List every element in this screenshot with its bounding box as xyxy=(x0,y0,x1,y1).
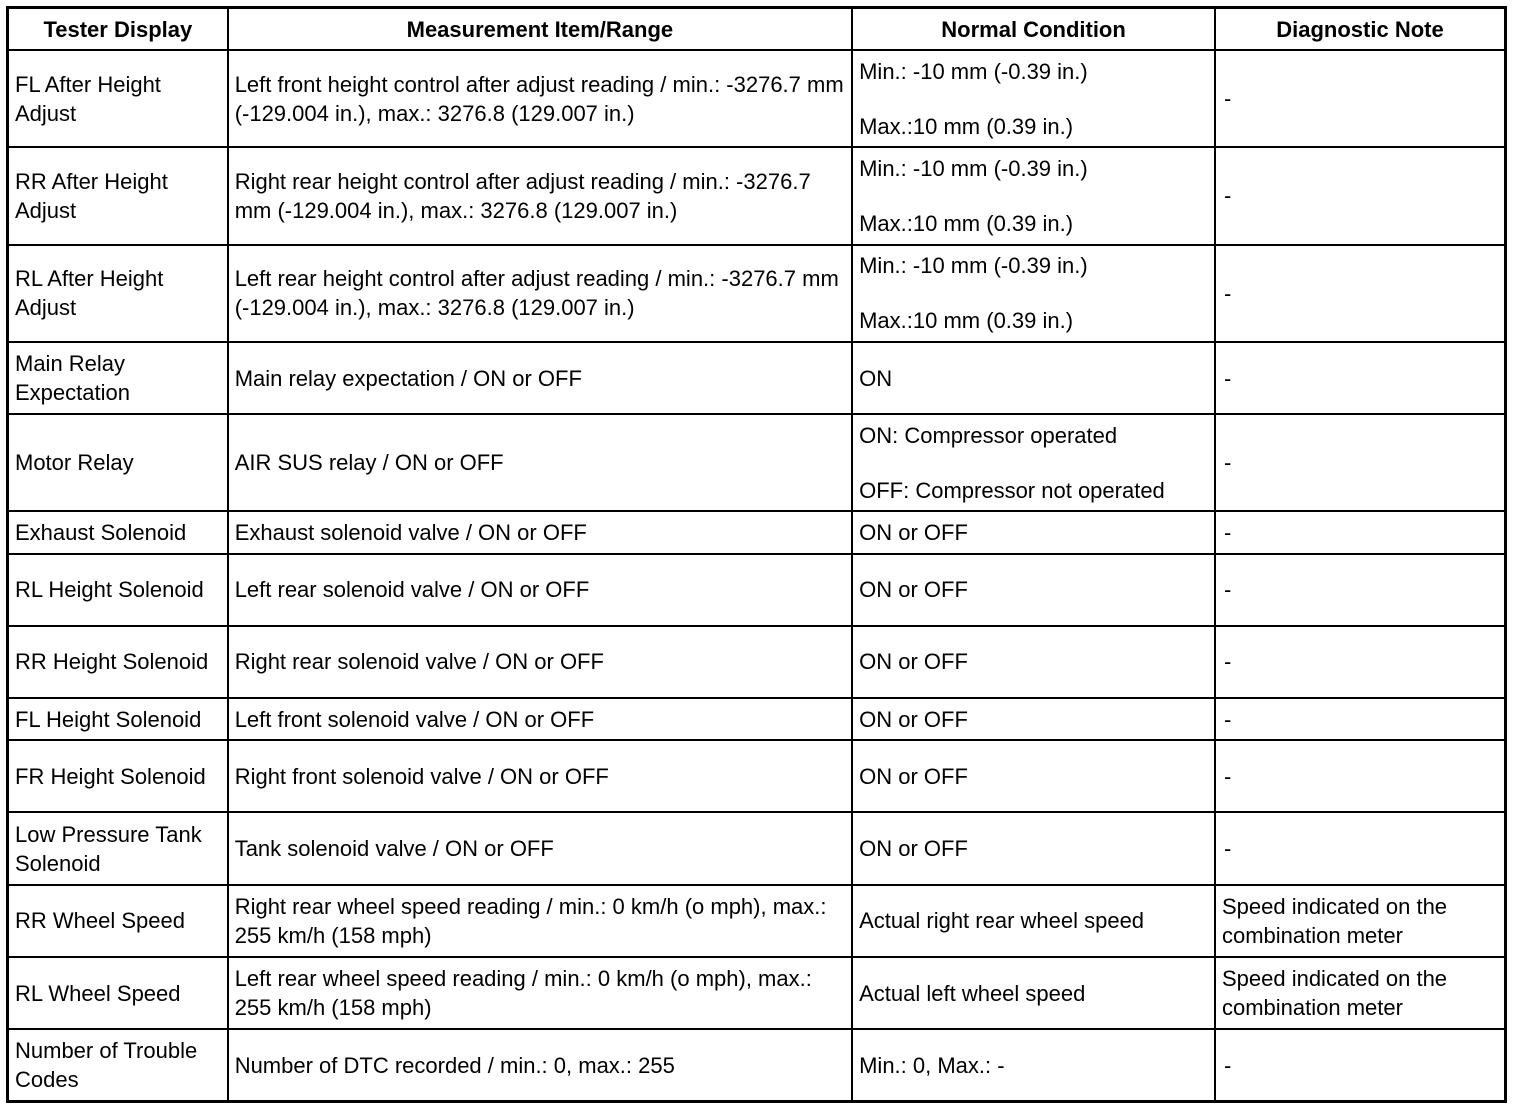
table-row xyxy=(8,812,1506,884)
tester-display-cell: RL Wheel Speed xyxy=(8,957,228,1029)
normal-condition-cell: ON or OFF xyxy=(852,511,1215,553)
diagnostic-note-cell: - xyxy=(1215,698,1506,740)
normal-condition-min: Min.: -10 mm (-0.39 in.) xyxy=(859,155,1088,181)
diagnostic-note-cell: - xyxy=(1215,414,1506,511)
measurement-item-cell: Tank solenoid valve / ON or OFF xyxy=(228,812,852,884)
diagnostic-note-cell: - xyxy=(1215,511,1506,553)
diagnostic-note-cell: - xyxy=(1215,626,1506,698)
tester-display-cell: FL After Height Adjust xyxy=(8,50,228,147)
table-row xyxy=(8,740,1506,812)
tester-display-cell: FR Height Solenoid xyxy=(8,740,228,812)
normal-condition-cell: ON xyxy=(852,342,1215,414)
table-row xyxy=(8,626,1506,698)
measurement-item-cell: Left rear solenoid valve / ON or OFF xyxy=(228,554,852,626)
measurement-item-cell: Exhaust solenoid valve / ON or OFF xyxy=(228,511,852,553)
header-normal-condition: Normal Condition xyxy=(852,8,1215,51)
table-row xyxy=(8,698,1506,740)
normal-condition-cell: ON or OFF xyxy=(852,812,1215,884)
diagnostic-note-cell: - xyxy=(1215,812,1506,884)
tester-display-cell: RR Height Solenoid xyxy=(8,626,228,698)
table-row xyxy=(8,414,1506,511)
tester-display-cell: RL Height Solenoid xyxy=(8,554,228,626)
table-row xyxy=(8,957,1506,1029)
tester-display-table xyxy=(6,6,1507,1103)
normal-condition-cell: Actual left wheel speed xyxy=(852,957,1215,1029)
table-row xyxy=(8,554,1506,626)
normal-condition-cell: ON or OFF xyxy=(852,698,1215,740)
normal-condition-cell: ON or OFF xyxy=(852,626,1215,698)
tester-display-cell: RL After Height Adjust xyxy=(8,245,228,342)
measurement-item-cell: Number of DTC recorded / min.: 0, max.: 255 xyxy=(228,1029,852,1101)
measurement-item-cell: Main relay expectation / ON or OFF xyxy=(228,342,852,414)
normal-condition-max: Max.:10 mm (0.39 in.) xyxy=(859,113,1074,139)
measurement-item-cell: Left rear height control after adjust reading / min.: -3276.7 mm (-129.004 in.), max.: 3276.8 (129.007 in.) xyxy=(228,245,852,342)
diagnostic-note-cell: - xyxy=(1215,740,1506,812)
measurement-item-cell: Left rear wheel speed reading / min.: 0 km/h (o mph), max.: 255 km/h (158 mph) xyxy=(228,957,852,1029)
table-row xyxy=(8,50,1506,147)
measurement-item-cell: Left front height control after adjust reading / min.: -3276.7 mm (-129.004 in.), max.: 3276.8 (129.007 in.) xyxy=(228,50,852,147)
tester-display-cell: Main Relay Expectation xyxy=(8,342,228,414)
measurement-item-cell: AIR SUS relay / ON or OFF xyxy=(228,414,852,511)
measurement-item-cell: Right rear solenoid valve / ON or OFF xyxy=(228,626,852,698)
table-row xyxy=(8,1029,1506,1101)
measurement-item-cell: Left front solenoid valve / ON or OFF xyxy=(228,698,852,740)
tester-display-cell: FL Height Solenoid xyxy=(8,698,228,740)
normal-condition-off: OFF: Compressor not operated xyxy=(859,477,1165,503)
table-row xyxy=(8,342,1506,414)
diagnostic-note-cell: - xyxy=(1215,554,1506,626)
normal-condition-cell xyxy=(852,414,1215,511)
normal-condition-cell: ON or OFF xyxy=(852,740,1215,812)
tester-display-cell: Motor Relay xyxy=(8,414,228,511)
normal-condition-cell xyxy=(852,50,1215,147)
normal-condition-cell xyxy=(852,245,1215,342)
table-row xyxy=(8,511,1506,553)
tester-display-cell: Low Pressure Tank Solenoid xyxy=(8,812,228,884)
header-measurement-item: Measurement Item/Range xyxy=(228,8,852,51)
normal-condition-cell: ON or OFF xyxy=(852,554,1215,626)
normal-condition-cell: Min.: 0, Max.: - xyxy=(852,1029,1215,1101)
diagnostic-note-cell: - xyxy=(1215,245,1506,342)
tester-display-cell: Number of Trouble Codes xyxy=(8,1029,228,1101)
diagnostic-note-cell: Speed indicated on the combination meter xyxy=(1215,957,1506,1029)
tester-display-cell: RR After Height Adjust xyxy=(8,147,228,244)
diagnostic-note-cell: - xyxy=(1215,147,1506,244)
header-diagnostic-note: Diagnostic Note xyxy=(1215,8,1506,51)
normal-condition-cell: Actual right rear wheel speed xyxy=(852,885,1215,957)
measurement-item-cell: Right front solenoid valve / ON or OFF xyxy=(228,740,852,812)
header-tester-display: Tester Display xyxy=(8,8,228,51)
table-row xyxy=(8,885,1506,957)
measurement-item-cell: Right rear height control after adjust reading / min.: -3276.7 mm (-129.004 in.), max.: 3276.8 (129.007 in.) xyxy=(228,147,852,244)
normal-condition-cell xyxy=(852,147,1215,244)
normal-condition-min: Min.: -10 mm (-0.39 in.) xyxy=(859,58,1088,84)
normal-condition-on: ON: Compressor operated xyxy=(859,422,1118,448)
tester-display-cell: Exhaust Solenoid xyxy=(8,511,228,553)
tester-display-cell: RR Wheel Speed xyxy=(8,885,228,957)
measurement-item-cell: Right rear wheel speed reading / min.: 0 km/h (o mph), max.: 255 km/h (158 mph) xyxy=(228,885,852,957)
table-row xyxy=(8,147,1506,244)
table-row xyxy=(8,245,1506,342)
diagnostic-note-cell: - xyxy=(1215,342,1506,414)
diagnostic-note-cell: - xyxy=(1215,50,1506,147)
normal-condition-max: Max.:10 mm (0.39 in.) xyxy=(859,210,1074,236)
normal-condition-max: Max.:10 mm (0.39 in.) xyxy=(859,308,1074,334)
diagnostic-note-cell: - xyxy=(1215,1029,1506,1101)
normal-condition-min: Min.: -10 mm (-0.39 in.) xyxy=(859,253,1088,279)
diagnostic-note-cell: Speed indicated on the combination meter xyxy=(1215,885,1506,957)
header-row xyxy=(8,8,1506,51)
